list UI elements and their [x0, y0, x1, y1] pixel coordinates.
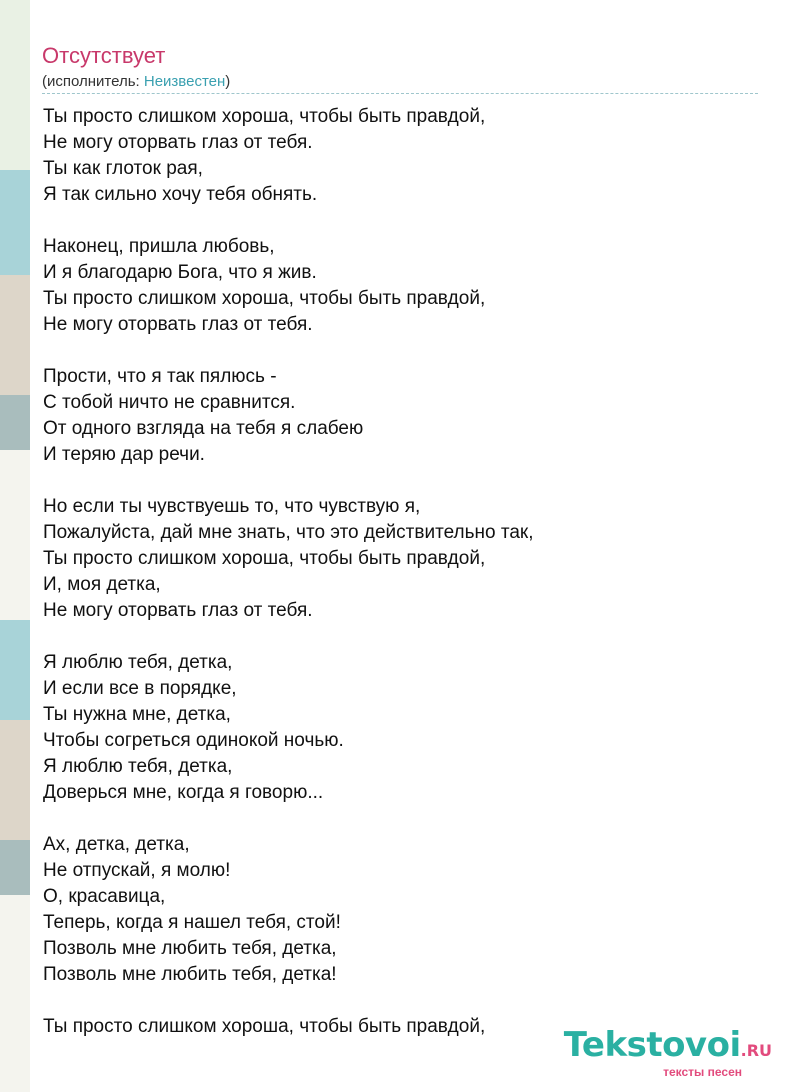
- lyric-line: Доверься мне, когда я говорю...: [43, 782, 324, 803]
- lyric-line: Ты просто слишком хороша, чтобы быть правдой,: [43, 106, 486, 127]
- lyric-line: Не могу оторвать глаз от тебя.: [43, 600, 313, 621]
- lyric-line: Прости, что я так пялюсь -: [43, 366, 277, 387]
- logo-tagline: тексты песен: [663, 1065, 742, 1079]
- lyric-line: Позволь мне любить тебя, детка!: [43, 964, 337, 985]
- lyric-line: Пожалуйста, дай мне знать, что это действительно так,: [43, 522, 534, 543]
- header-divider: [42, 93, 758, 94]
- stanza: [43, 104, 763, 208]
- logo-name: Tekstovoi: [563, 1025, 741, 1065]
- lyric-line: Ты нужна мне, детка,: [43, 704, 231, 725]
- stanza: [43, 494, 763, 624]
- song-title: Отсутствует: [42, 43, 166, 68]
- lyric-line: Не могу оторвать глаз от тебя.: [43, 132, 313, 153]
- lyric-line: Ах, детка, детка,: [43, 834, 190, 855]
- lyric-line: Не могу оторвать глаз от тебя.: [43, 314, 313, 335]
- lyric-line: Ты как глоток рая,: [43, 158, 203, 179]
- lyric-line: Ты просто слишком хороша, чтобы быть правдой,: [43, 548, 486, 569]
- lyric-line: Но если ты чувствуешь то, что чувствую я,: [43, 496, 421, 517]
- lyrics-body: [43, 104, 763, 1066]
- lyric-line: С тобой ничто не сравнится.: [43, 392, 296, 413]
- lyric-line: Наконец, пришла любовь,: [43, 236, 275, 257]
- lyric-line: От одного взгляда на тебя я слабею: [43, 418, 364, 439]
- logo-domain: .RU: [740, 1041, 772, 1060]
- lyric-line: Я люблю тебя, детка,: [43, 652, 233, 673]
- lyric-line: И, моя детка,: [43, 574, 161, 595]
- artist-line: [42, 72, 230, 92]
- stanza: [43, 650, 763, 806]
- lyric-line: Позволь мне любить тебя, детка,: [43, 938, 337, 959]
- lyric-line: Чтобы согреться одинокой ночью.: [43, 730, 344, 751]
- lyric-line: О, красавица,: [43, 886, 166, 907]
- lyric-line: И если все в порядке,: [43, 678, 237, 699]
- lyric-line: Ты просто слишком хороша, чтобы быть правдой,: [43, 288, 486, 309]
- artist-prefix: (исполнитель:: [42, 73, 144, 90]
- stanza: [43, 832, 763, 988]
- logo-wordmark: [564, 1026, 772, 1070]
- lyric-line: Я люблю тебя, детка,: [43, 756, 233, 777]
- stanza: [43, 364, 763, 468]
- lyric-line: И я благодарю Бога, что я жив.: [43, 262, 317, 283]
- lyric-line: Я так сильно хочу тебя обнять.: [43, 184, 318, 205]
- lyric-line: Теперь, когда я нашел тебя, стой!: [43, 912, 341, 933]
- lyric-line: И теряю дар речи.: [43, 444, 205, 465]
- artist-suffix: ): [225, 73, 231, 90]
- lyric-line: Ты просто слишком хороша, чтобы быть правдой,: [43, 1016, 486, 1037]
- stanza: [43, 234, 763, 338]
- lyrics-card: [30, 0, 800, 1092]
- artist-link[interactable]: Неизвестен: [143, 73, 226, 90]
- site-logo[interactable]: [564, 1026, 772, 1078]
- lyric-line: Не отпускай, я молю!: [43, 860, 231, 881]
